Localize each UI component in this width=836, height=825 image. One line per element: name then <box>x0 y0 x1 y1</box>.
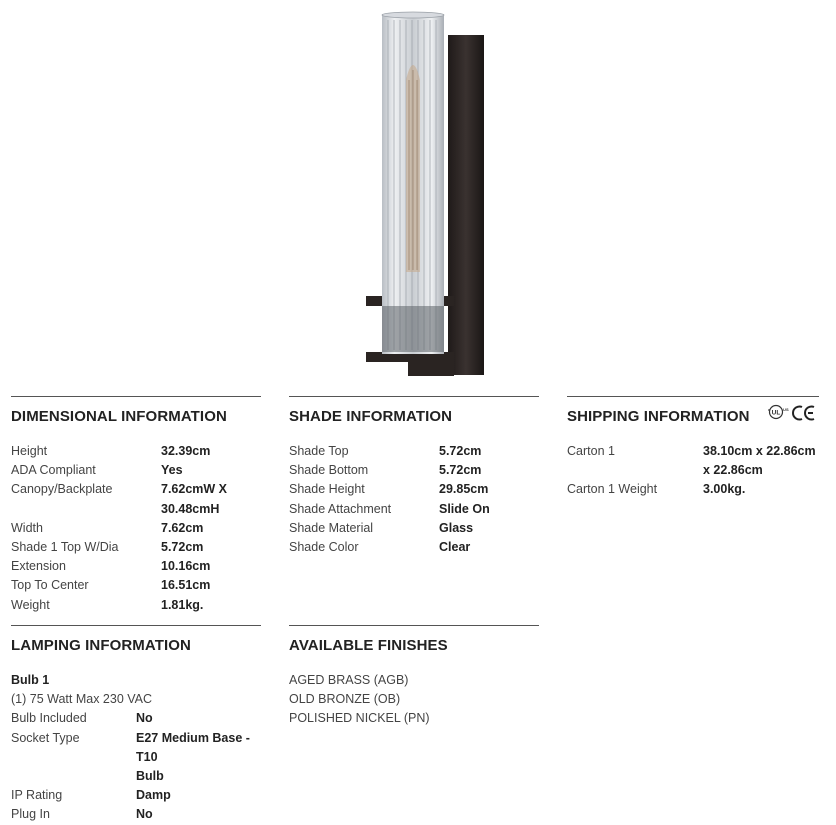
spec-label: Weight <box>11 597 50 612</box>
shade-section <box>289 396 539 557</box>
bulb-title: Bulb 1 <box>11 673 50 687</box>
spec-row <box>289 442 539 461</box>
spec-value-line: Slide On <box>439 501 490 516</box>
spec-label: Extension <box>11 559 66 574</box>
spec-label: Shade Attachment <box>289 501 392 516</box>
spec-value-line: E27 Medium Base - T10 <box>136 730 250 764</box>
shade-rows <box>289 442 539 557</box>
spec-value-line: x 22.86cm <box>703 463 763 478</box>
spec-row <box>11 480 261 518</box>
spec-label: Shade Color <box>289 540 359 555</box>
spec-value <box>136 709 261 728</box>
lamping-rows <box>11 671 261 825</box>
spec-value-line: 16.51cm <box>161 578 211 593</box>
spec-label: Width <box>11 520 43 535</box>
spec-value-line: 5.72cm <box>161 540 204 555</box>
spec-value <box>136 729 261 787</box>
finishes-section <box>289 625 539 729</box>
spec-row <box>11 709 261 728</box>
svg-text:c: c <box>768 407 771 412</box>
spec-value <box>136 786 261 805</box>
shipping-rows <box>567 442 819 500</box>
spec-value-line: 7.62cmW X <box>161 482 228 497</box>
dimensional-section <box>11 396 261 615</box>
spec-value-line: Yes <box>161 463 183 478</box>
spec-row <box>11 576 261 595</box>
spec-label: Shade Material <box>289 520 374 535</box>
dimensional-rows <box>11 442 261 615</box>
spec-row <box>11 461 261 480</box>
finish-item: OLD BRONZE (OB) <box>289 692 401 707</box>
bulb-description: (1) 75 Watt Max 230 VAC <box>11 692 153 707</box>
spec-value <box>439 442 481 461</box>
spec-row <box>289 461 539 480</box>
spec-value-line: Damp <box>136 788 171 803</box>
spec-value-line: 5.72cm <box>439 444 482 458</box>
spec-label: IP Rating <box>11 788 63 803</box>
spec-value <box>161 538 256 557</box>
svg-text:US: US <box>783 407 789 412</box>
ul-listed-icon <box>767 404 789 422</box>
spec-label: Carton 1 <box>567 444 615 458</box>
spec-value-line: 29.85cm <box>439 482 489 497</box>
spec-label: Canopy/Backplate <box>11 482 113 497</box>
spec-row <box>289 538 539 557</box>
spec-label: ADA Compliant <box>11 463 96 478</box>
shade-title: SHADE INFORMATION <box>289 396 539 428</box>
spec-value <box>439 461 481 480</box>
spec-value <box>439 519 473 538</box>
spec-value-line: 3.00kg. <box>703 482 746 497</box>
spec-label: Socket Type <box>11 730 80 745</box>
spec-value <box>161 557 256 576</box>
spec-row <box>289 480 539 499</box>
spec-value <box>703 442 819 480</box>
spec-row <box>11 805 261 824</box>
spec-value <box>136 805 261 824</box>
spec-value <box>703 480 819 499</box>
spec-row <box>289 519 539 538</box>
shipping-title-row <box>567 396 819 428</box>
spec-value <box>439 500 490 519</box>
spec-value <box>161 442 256 461</box>
spec-value-line: No <box>136 711 153 726</box>
dimensional-title: DIMENSIONAL INFORMATION <box>11 396 261 428</box>
spec-value <box>161 576 256 595</box>
spec-value-line: 32.39cm <box>161 444 211 458</box>
spec-label: Top To Center <box>11 578 89 593</box>
spec-label: Shade Top <box>289 444 349 458</box>
spec-row <box>11 519 261 538</box>
spec-label: Height <box>11 444 48 458</box>
spec-label: Shade 1 Top W/Dia <box>11 540 119 555</box>
spec-value <box>161 596 256 615</box>
spec-label: Plug In <box>11 807 50 822</box>
spec-value-line: Clear <box>439 540 471 555</box>
spec-value <box>161 461 256 480</box>
spec-row <box>11 729 261 787</box>
finish-item: AGED BRASS (AGB) <box>289 673 409 687</box>
spec-value <box>439 480 488 499</box>
spec-value-line: Glass <box>439 520 474 535</box>
spec-value <box>439 538 470 557</box>
lamping-section <box>11 625 261 825</box>
spec-value-line: No <box>136 807 153 822</box>
spec-label: Shade Height <box>289 482 365 497</box>
spec-label: Carton 1 Weight <box>567 482 658 497</box>
spec-value-line: 38.10cm x 22.86cm <box>703 444 816 458</box>
finishes-title: AVAILABLE FINISHES <box>289 625 539 657</box>
certifications <box>767 404 817 422</box>
finishes-list <box>289 671 539 729</box>
shipping-section <box>567 396 819 500</box>
spec-label: Shade Bottom <box>289 463 369 478</box>
shipping-title: SHIPPING INFORMATION <box>567 408 750 425</box>
svg-text:UL: UL <box>771 409 781 417</box>
spec-label: Bulb Included <box>11 711 87 726</box>
spec-value-line: 7.62cm <box>161 520 204 535</box>
spec-value <box>161 519 256 538</box>
spec-row <box>11 538 261 557</box>
spec-value-line: 30.48cmH <box>161 501 220 516</box>
spec-row <box>567 480 819 499</box>
spec-row <box>11 596 261 615</box>
finish-item: POLISHED NICKEL (PN) <box>289 711 430 726</box>
spec-row <box>289 500 539 519</box>
spec-value-line: 5.72cm <box>439 463 482 478</box>
spec-value-line: Bulb <box>136 769 164 784</box>
spec-row <box>11 557 261 576</box>
spec-row <box>11 442 261 461</box>
spec-row <box>11 786 261 805</box>
lamping-title: LAMPING INFORMATION <box>11 625 261 657</box>
ce-mark-icon <box>791 404 817 422</box>
spec-value <box>161 480 256 518</box>
spec-row <box>567 442 819 480</box>
spec-value-line: 1.81kg. <box>161 597 204 612</box>
spec-value-line: 10.16cm <box>161 559 211 574</box>
wall-sconce-image <box>362 10 492 378</box>
